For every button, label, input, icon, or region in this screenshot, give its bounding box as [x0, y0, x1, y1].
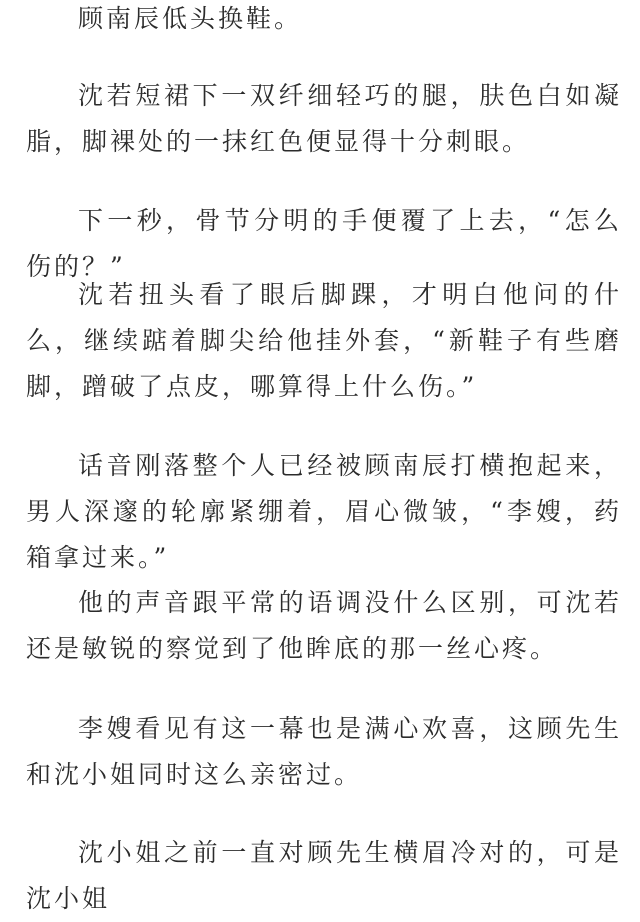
paragraph: 话音刚落整个人已经被顾南辰打横抱起来，男人深邃的轮廓紧绷着，眉心微皱，“李嫂，药箱拿过来。” [26, 451, 622, 572]
paragraph: 顾南辰低头换鞋。 [78, 4, 303, 33]
paragraph: 下一秒，骨节分明的手便覆了上去，“怎么伤的？” [26, 206, 622, 281]
paragraph: 沈若短裙下一双纤细轻巧的腿，肤色白如凝脂，脚裸处的一抹红色便显得十分刺眼。 [26, 81, 622, 156]
paragraph: 沈小姐之前一直对顾先生横眉冷对的，可是沈小姐 [26, 838, 622, 913]
paragraph: 他的声音跟平常的语调没什么区别，可沈若还是敏锐的察觉到了他眸底的那一丝心疼。 [26, 588, 622, 663]
paragraph: 李嫂看见有这一幕也是满心欢喜，这顾先生和沈小姐同时这么亲密过。 [26, 714, 622, 789]
paragraph: 沈若扭头看了眼后脚踝，才明白他问的什么，继续踮着脚尖给他挂外套，“新鞋子有些磨脚，蹭破了点皮，哪算得上什么伤。” [26, 280, 622, 401]
